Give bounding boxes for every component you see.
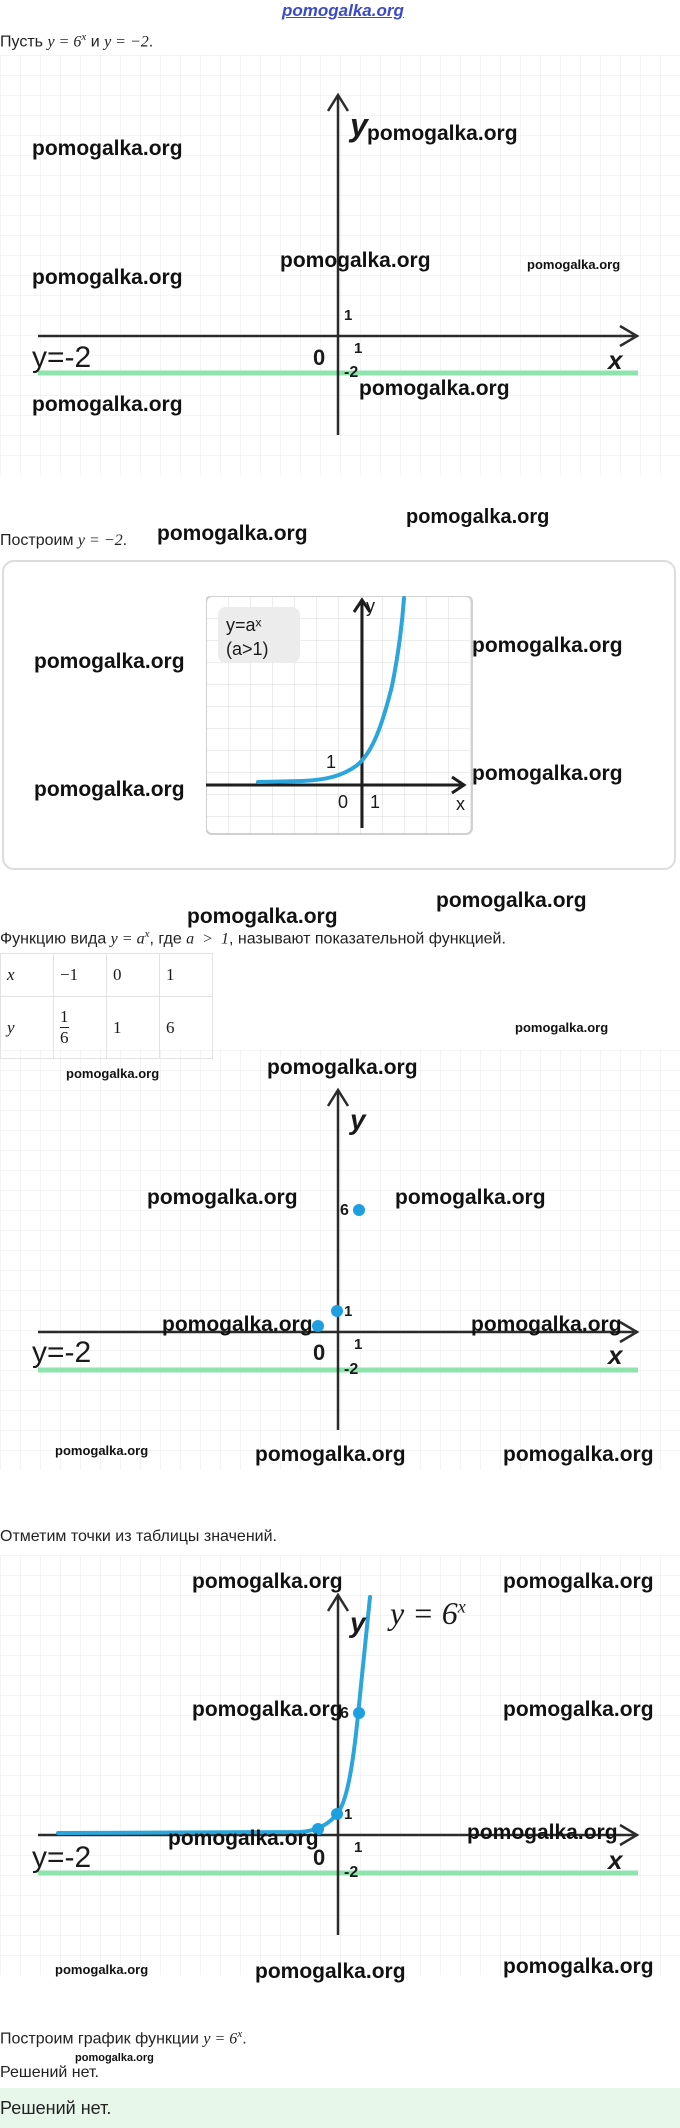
watermark: pomogalka.org (32, 137, 183, 160)
fraction: $\frac{1}{6}$ (60, 1007, 69, 1047)
inset-tick-y: 1 (326, 752, 337, 772)
answer-bar (0, 2088, 680, 2128)
values-table (0, 953, 213, 1059)
watermark: pomogalka.org (503, 1698, 654, 1721)
table-cell: 1 (160, 954, 213, 997)
origin-label: 0 (313, 1340, 326, 1365)
tick-x-1: 1 (354, 1839, 363, 1856)
table-cell: −1 (54, 954, 107, 997)
point-x-1 (353, 1707, 365, 1719)
watermark: pomogalka.org (472, 634, 623, 657)
inset-formula-box (218, 607, 300, 663)
origin-label: 0 (313, 345, 326, 370)
origin-label: 0 (313, 1845, 326, 1870)
inset-formula: y=aˣ (226, 615, 262, 635)
tick-y-1: 1 (344, 1806, 353, 1823)
x-axis-label: x (608, 1340, 623, 1370)
watermark: pomogalka.org (187, 905, 338, 928)
table-cell: 0 (107, 954, 160, 997)
y-axis-label: y (350, 1607, 366, 1638)
watermark: pomogalka.org (503, 1443, 654, 1466)
watermark: pomogalka.org (147, 1186, 298, 1209)
watermark: pomogalka.org (467, 1821, 618, 1844)
watermark: pomogalka.org (66, 1066, 160, 1081)
watermark: pomogalka.org (192, 1698, 343, 1721)
graph-2-canvas (0, 1050, 680, 1470)
tick-y-minus-2: -2 (344, 1361, 359, 1378)
watermark: pomogalka.org (395, 1186, 546, 1209)
watermark: pomogalka.org (280, 249, 431, 272)
graph-3-canvas (0, 1555, 680, 1975)
watermark: pomogalka.org (472, 762, 623, 785)
watermark: pomogalka.org (32, 393, 183, 416)
tick-y-6: 6 (340, 1202, 349, 1219)
point-x-0 (331, 1305, 343, 1317)
watermark: pomogalka.org (436, 889, 587, 912)
watermark: pomogalka.org (359, 377, 510, 400)
watermark: pomogalka.org (162, 1313, 313, 1336)
watermark: pomogalka.org (503, 1570, 654, 1593)
graph-3 (0, 1555, 680, 1983)
watermark: pomogalka.org (527, 257, 621, 272)
definition-text: Функцию вида $y = a^x$, где a > 1, называют показательной функцией. (0, 928, 506, 948)
watermark: pomogalka.org (267, 1056, 418, 1079)
line-label: y=-2 (32, 1336, 92, 1369)
step-3-text: Построим график функции $y = 6^x$. (0, 2028, 247, 2048)
table-cell: x (1, 954, 54, 997)
inset-condition: (a>1) (226, 639, 269, 659)
inset-x-label: x (456, 794, 465, 814)
tick-y-minus-2: -2 (344, 364, 359, 381)
table-cell: 1 (107, 997, 160, 1059)
tick-x-1: 1 (354, 1336, 363, 1353)
step-1-text: Построим y = −2. (0, 532, 128, 549)
watermark: pomogalka.org (32, 266, 183, 289)
inset-card (2, 560, 676, 870)
inset-y-label: y (366, 596, 375, 616)
watermark: pomogalka.org (168, 1827, 319, 1850)
intro-text: Пусть $y = 6^x$ и y = −2. (0, 31, 154, 51)
graph-1 (0, 55, 680, 475)
watermark: pomogalka.org (471, 1313, 622, 1336)
curve-label: $y = 6^x$ (390, 1595, 466, 1631)
watermark: pomogalka.org (255, 1443, 406, 1466)
point-x-minus-1 (312, 1320, 324, 1332)
watermark: pomogalka.org (255, 1960, 406, 1983)
y-axis-label: y (350, 107, 368, 143)
point-x-1 (353, 1204, 365, 1216)
watermark: pomogalka.org (55, 1443, 149, 1458)
tick-y-1: 1 (344, 307, 353, 324)
watermark: pomogalka.org (367, 122, 518, 145)
watermark: pomogalka.org (34, 778, 185, 801)
watermark: pomogalka.org (406, 506, 550, 528)
inset-origin: 0 (338, 792, 349, 812)
watermark: pomogalka.org (55, 1962, 149, 1977)
table-cell: y (1, 997, 54, 1059)
answer-text: Решений нет. (0, 2098, 112, 2118)
tick-y-minus-2: -2 (344, 1864, 359, 1881)
watermark: pomogalka.org (75, 2052, 154, 2064)
tick-x-1: 1 (354, 340, 363, 357)
point-x-0 (331, 1808, 343, 1820)
result-text: Решений нет. (0, 2064, 99, 2081)
site-header[interactable]: pomogalka.org (282, 1, 404, 20)
watermark: pomogalka.org (515, 1020, 609, 1035)
watermark: pomogalka.org (503, 1955, 654, 1978)
watermark: pomogalka.org (192, 1570, 343, 1593)
line-label: y=-2 (32, 1841, 92, 1874)
table-row (1, 954, 213, 997)
tick-y-1: 1 (344, 1303, 353, 1320)
tick-y-6: 6 (340, 1705, 349, 1722)
x-axis-label: x (608, 345, 623, 375)
y-axis-label: y (350, 1104, 366, 1135)
table-cell: 6 (160, 997, 213, 1059)
line-label: y=-2 (32, 341, 92, 374)
watermark: pomogalka.org (34, 650, 185, 673)
x-axis-label: x (608, 1845, 623, 1875)
inset-tick-x: 1 (370, 792, 381, 812)
watermark: pomogalka.org (157, 522, 308, 545)
step-2-text: Отметим точки из таблицы значений. (0, 1528, 277, 1545)
